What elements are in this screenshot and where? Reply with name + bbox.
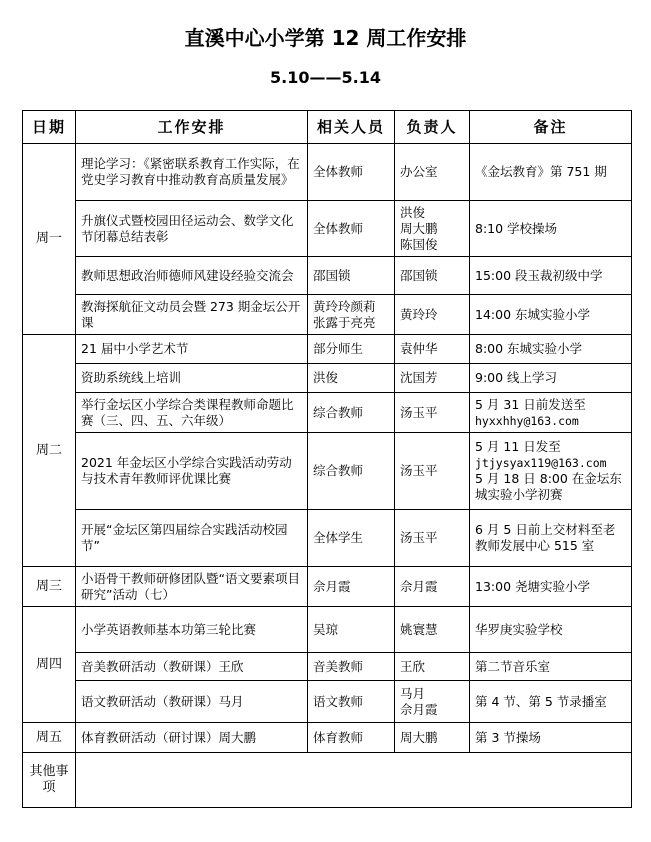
task-cell: 2021 年金坛区小学综合实践活动劳动与技术青年教师评优课比赛: [76, 433, 308, 510]
lead-cell: 佘月霞: [395, 567, 470, 607]
note-cell: 14:00 东城实验小学: [470, 295, 632, 335]
people-cell: 体育教师: [308, 723, 395, 753]
table-row: [23, 364, 632, 393]
task-cell: 语文教研活动（教研课）马月: [76, 681, 308, 723]
task-cell: 音美教研活动（教研课）王欣: [76, 653, 308, 681]
note-cell: 第二节音乐室: [470, 653, 632, 681]
day-friday: 周五: [23, 723, 76, 753]
note-cell: 9:00 线上学习: [470, 364, 632, 393]
people-cell: 音美教师: [308, 653, 395, 681]
table-row: [23, 144, 632, 201]
lead-cell: 邵国锁: [395, 257, 470, 295]
note-cell: [470, 433, 632, 510]
note-cell: 8:00 东城实验小学: [470, 335, 632, 364]
lead-cell: 汤玉平: [395, 433, 470, 510]
date-range: 5.10——5.14: [270, 68, 381, 87]
header-note: 备注: [470, 111, 632, 144]
lead-cell: 周大鹏: [395, 723, 470, 753]
day-monday: 周一: [23, 144, 76, 335]
day-tuesday: 周二: [23, 335, 76, 567]
task-cell: 小语骨干教师研修团队暨“语文要素项目研究”活动（七）: [76, 567, 308, 607]
table-row: [23, 433, 632, 510]
people-cell: 佘月霞: [308, 567, 395, 607]
table-row: [23, 393, 632, 433]
lead-cell: 洪俊 周大鹏 陈国俊: [395, 201, 470, 257]
task-cell: 教师思想政治师德师风建设经验交流会: [76, 257, 308, 295]
schedule-table: [22, 110, 632, 808]
note-cell: 8:10 学校操场: [470, 201, 632, 257]
task-cell: 举行金坛区小学综合类课程教师命题比赛（三、四、五、六年级）: [76, 393, 308, 433]
lead-cell: 黄玲玲: [395, 295, 470, 335]
header-lead: 负责人: [395, 111, 470, 144]
lead-cell: 办公室: [395, 144, 470, 201]
note-cell: 13:00 尧塘实验小学: [470, 567, 632, 607]
table-row: [23, 653, 632, 681]
table-row: [23, 607, 632, 653]
people-cell: 全体教师: [308, 201, 395, 257]
people-cell: 部分师生: [308, 335, 395, 364]
note-cell: 第 3 节操场: [470, 723, 632, 753]
people-cell: 全体学生: [308, 510, 395, 567]
people-cell: 综合教师: [308, 433, 395, 510]
header-date: 日期: [23, 111, 76, 144]
day-wednesday: 周三: [23, 567, 76, 607]
people-cell: 吴琼: [308, 607, 395, 653]
note-cell: 6 月 5 日前上交材料至老教师发展中心 515 室: [470, 510, 632, 567]
header-task: 工作安排: [76, 111, 308, 144]
lead-cell: 姚寰慧: [395, 607, 470, 653]
task-cell: 理论学习：《紧密联系教育工作实际，在党史学习教育中推动教育高质量发展》: [76, 144, 308, 201]
table-row: [23, 723, 632, 753]
page-title: 直溪中心小学第 12 周工作安排: [184, 26, 467, 50]
task-cell: 升旗仪式暨校园田径运动会、数学文化节闭幕总结表彰: [76, 201, 308, 257]
day-other: 其他事项: [23, 753, 76, 808]
email-address: jtjysyax119@163.com: [475, 456, 607, 470]
other-items-cell: [76, 753, 632, 808]
table-row: [23, 257, 632, 295]
note-text: 5 月 11 日发至: [475, 439, 561, 454]
note-cell: [470, 393, 632, 433]
note-cell: 15:00 段玉裁初级中学: [470, 257, 632, 295]
lead-cell: 马月 佘月霞: [395, 681, 470, 723]
task-cell: 开展“金坛区第四届综合实践活动校园节”: [76, 510, 308, 567]
table-row: [23, 295, 632, 335]
lead-cell: 汤玉平: [395, 510, 470, 567]
table-row: [23, 510, 632, 567]
note-cell: 《金坛教育》第 751 期: [470, 144, 632, 201]
note-cell: 第 4 节、第 5 节录播室: [470, 681, 632, 723]
header-row: [23, 111, 632, 144]
people-cell: 黄玲玲颜莉 张露于亮亮: [308, 295, 395, 335]
people-cell: 邵国锁: [308, 257, 395, 295]
day-thursday: 周四: [23, 607, 76, 723]
task-cell: 教海探航征文动员会暨 273 期金坛公开课: [76, 295, 308, 335]
people-cell: 语文教师: [308, 681, 395, 723]
lead-cell: 汤玉平: [395, 393, 470, 433]
table-row: [23, 681, 632, 723]
header-people: 相关人员: [308, 111, 395, 144]
table-row: [23, 567, 632, 607]
note-cell: 华罗庚实验学校: [470, 607, 632, 653]
task-cell: 小学英语教师基本功第三轮比赛: [76, 607, 308, 653]
lead-cell: 沈国芳: [395, 364, 470, 393]
table-row: [23, 753, 632, 808]
task-cell: 资助系统线上培训: [76, 364, 308, 393]
people-cell: 全体教师: [308, 144, 395, 201]
task-cell: 体育教研活动（研讨课）周大鹏: [76, 723, 308, 753]
lead-cell: 袁仲华: [395, 335, 470, 364]
table-row: [23, 201, 632, 257]
people-cell: 综合教师: [308, 393, 395, 433]
people-cell: 洪俊: [308, 364, 395, 393]
note-text: 5 月 18 日 8:00 在金坛东城实验小学初赛: [475, 471, 622, 502]
lead-cell: 王欣: [395, 653, 470, 681]
email-address: hyxxhhy@163.com: [475, 413, 579, 428]
table-row: [23, 335, 632, 364]
task-cell: 21 届中小学艺术节: [76, 335, 308, 364]
note-text: 5 月 31 日前发送至: [475, 396, 586, 412]
